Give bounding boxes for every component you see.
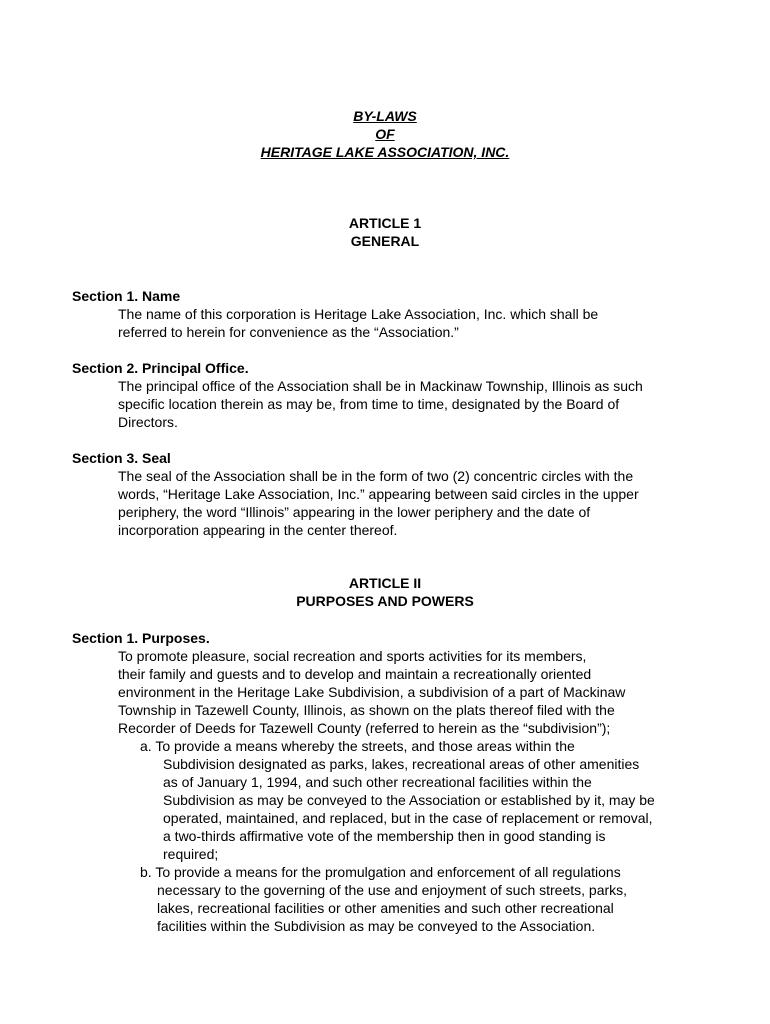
section-1-purposes-heading: Section 1. Purposes. [72, 630, 210, 646]
section-2-principal-office-heading: Section 2. Principal Office. [72, 360, 249, 376]
text-line: facilities within the Subdivision as may be conveyed to the Association. [157, 918, 596, 934]
text-line: environment in the Heritage Lake Subdivision, a subdivision of a part of Mackinaw [118, 684, 626, 700]
text-line: The seal of the Association shall be in the form of two (2) concentric circles with the [118, 468, 634, 484]
article-2-number: ARTICLE II [348, 575, 422, 591]
article-1-name: GENERAL [350, 233, 420, 249]
text-line: Recorder of Deeds for Tazewell County (referred to herein as the “subdivision”); [118, 720, 611, 736]
text-line: specific location therein as may be, from time to time, designated by the Board of [118, 396, 620, 412]
section-3-seal-text [118, 467, 708, 539]
text-line: required; [163, 846, 219, 862]
section-2-principal-office-text [118, 377, 708, 431]
text-line: incorporation appearing in the center thereof. [118, 522, 398, 538]
list-item-b [140, 863, 627, 935]
text-line: To promote pleasure, social recreation and sports activities for its members, [118, 648, 587, 664]
article-1-heading [0, 214, 770, 250]
section-3-seal-heading: Section 3. Seal [72, 450, 171, 466]
list-item-a-first-line: a. To provide a means whereby the streets, and those areas within the [140, 738, 575, 754]
text-line: a two-thirds affirmative vote of the membership then in good standing is [163, 828, 606, 844]
section-1-name-text [118, 305, 708, 341]
article-2-name: PURPOSES AND POWERS [296, 593, 474, 609]
list-item-a [140, 737, 655, 863]
section-1-purposes-text [118, 647, 708, 737]
title-line-3: HERITAGE LAKE ASSOCIATION, INC. [260, 144, 510, 160]
list-item-b-continuation [140, 881, 627, 935]
text-line: necessary to the governing of the use and enjoyment of such streets, parks, [157, 882, 628, 898]
text-line: The name of this corporation is Heritage Lake Association, Inc. which shall be [118, 306, 599, 322]
text-line: lakes, recreational facilities or other amenities and such other recreational [157, 900, 614, 916]
section-1-name-heading: Section 1. Name [72, 288, 181, 304]
text-line: Township in Tazewell County, Illinois, as shown on the plats thereof filed with the [118, 702, 615, 718]
text-line: Subdivision as may be conveyed to the Association or established by it, may be [163, 792, 655, 808]
text-line: words, “Heritage Lake Association, Inc.” appearing between said circles in the upper [118, 486, 639, 502]
list-item-a-continuation [140, 755, 655, 863]
article-2-heading [0, 574, 770, 610]
text-line: referred to herein for convenience as the “Association.” [118, 324, 459, 340]
list-item-b-first-line: b. To provide a means for the promulgation and enforcement of all regulations [140, 864, 621, 880]
text-line: The principal office of the Association shall be in Mackinaw Township, Illinois as such [118, 378, 643, 394]
text-line: Directors. [118, 414, 178, 430]
text-line: periphery, the word “Illinois” appearing in the lower periphery and the date of [118, 504, 591, 520]
title-line-1: BY-LAWS [353, 108, 417, 124]
text-line: operated, maintained, and replaced, but in the case of replacement or removal, [163, 810, 653, 826]
document-title [0, 107, 770, 161]
text-line: their family and guests and to develop and maintain a recreationally oriented [118, 666, 592, 682]
article-1-number: ARTICLE 1 [348, 215, 422, 231]
text-line: as of January 1, 1994, and such other recreational facilities within the [163, 774, 592, 790]
text-line: Subdivision designated as parks, lakes, recreational areas of other amenities [163, 756, 640, 772]
title-line-2: OF [375, 126, 395, 142]
